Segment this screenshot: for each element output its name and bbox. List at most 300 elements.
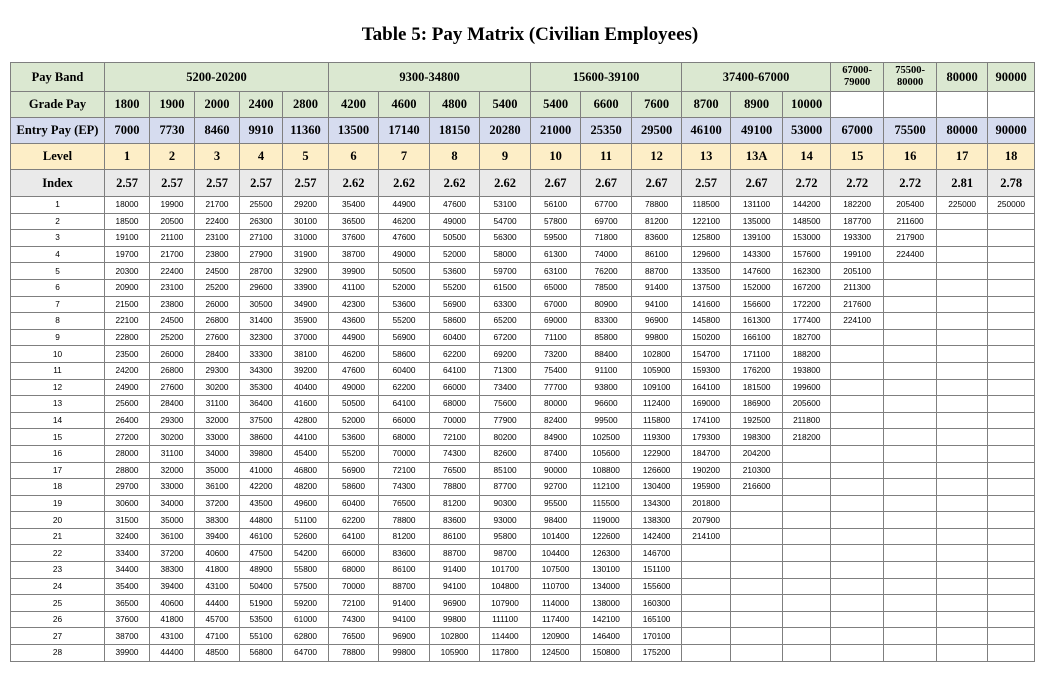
table-row bbox=[11, 296, 1035, 313]
pay-value-cell: 107500 bbox=[531, 562, 581, 579]
pay-value-cell: 48500 bbox=[195, 645, 240, 662]
pay-value-cell: 22400 bbox=[195, 213, 240, 230]
pay-value-cell: 30100 bbox=[283, 213, 329, 230]
pay-value-cell: 75400 bbox=[531, 362, 581, 379]
pay-value-cell bbox=[988, 346, 1035, 363]
pay-value-cell bbox=[937, 528, 988, 545]
pay-value-cell: 50500 bbox=[430, 230, 480, 247]
entry-pay-cell: 20280 bbox=[480, 118, 531, 144]
pay-value-cell bbox=[988, 246, 1035, 263]
row-index-cell: 6 bbox=[11, 279, 105, 296]
pay-value-cell: 47500 bbox=[240, 545, 283, 562]
pay-value-cell: 26000 bbox=[150, 346, 195, 363]
pay-value-cell: 165100 bbox=[632, 611, 682, 628]
pay-value-cell: 81200 bbox=[379, 528, 430, 545]
pay-value-cell bbox=[988, 595, 1035, 612]
pay-value-cell: 78800 bbox=[632, 197, 682, 214]
pay-value-cell: 36100 bbox=[150, 528, 195, 545]
pay-value-cell: 34900 bbox=[283, 296, 329, 313]
pay-value-cell bbox=[884, 611, 937, 628]
pay-value-cell: 50500 bbox=[379, 263, 430, 280]
pay-value-cell: 27600 bbox=[195, 329, 240, 346]
pay-value-cell: 126600 bbox=[632, 462, 682, 479]
pay-value-cell: 78800 bbox=[379, 512, 430, 529]
pay-value-cell: 174100 bbox=[682, 412, 731, 429]
index-cell: 2.72 bbox=[831, 170, 884, 197]
pay-value-cell: 80200 bbox=[480, 429, 531, 446]
pay-value-cell: 18500 bbox=[105, 213, 150, 230]
level-cell: 13A bbox=[731, 144, 783, 170]
level-cell: 10 bbox=[531, 144, 581, 170]
pay-value-cell bbox=[884, 279, 937, 296]
pay-value-cell bbox=[884, 562, 937, 579]
pay-value-cell: 211600 bbox=[884, 213, 937, 230]
pay-value-cell bbox=[884, 396, 937, 413]
pay-value-cell bbox=[937, 313, 988, 330]
pay-value-cell: 21700 bbox=[150, 246, 195, 263]
pay-value-cell bbox=[783, 611, 831, 628]
pay-value-cell: 32000 bbox=[150, 462, 195, 479]
pay-value-cell: 105900 bbox=[632, 362, 682, 379]
index-cell: 2.62 bbox=[480, 170, 531, 197]
pay-value-cell: 186900 bbox=[731, 396, 783, 413]
row-index-cell: 20 bbox=[11, 512, 105, 529]
pay-value-cell: 39400 bbox=[195, 528, 240, 545]
level-cell: 17 bbox=[937, 144, 988, 170]
pay-value-cell: 250000 bbox=[988, 197, 1035, 214]
pay-value-cell: 150200 bbox=[682, 329, 731, 346]
pay-value-cell: 64700 bbox=[283, 645, 329, 662]
pay-value-cell: 22100 bbox=[105, 313, 150, 330]
pay-value-cell: 25200 bbox=[150, 329, 195, 346]
index-label: Index bbox=[11, 170, 105, 197]
grade-pay-cell bbox=[988, 92, 1035, 118]
pay-value-cell: 147600 bbox=[731, 263, 783, 280]
pay-value-cell: 96900 bbox=[430, 595, 480, 612]
pay-value-cell: 134300 bbox=[632, 495, 682, 512]
pay-value-cell bbox=[731, 628, 783, 645]
pay-value-cell: 37600 bbox=[105, 611, 150, 628]
pay-value-cell: 188200 bbox=[783, 346, 831, 363]
pay-value-cell: 47600 bbox=[329, 362, 379, 379]
pay-value-cell bbox=[988, 429, 1035, 446]
pay-value-cell bbox=[884, 479, 937, 496]
pay-value-cell: 167200 bbox=[783, 279, 831, 296]
table-row bbox=[11, 279, 1035, 296]
pay-value-cell: 102800 bbox=[632, 346, 682, 363]
row-index-cell: 15 bbox=[11, 429, 105, 446]
pay-value-cell bbox=[884, 528, 937, 545]
pay-value-cell: 120900 bbox=[531, 628, 581, 645]
row-index-cell: 28 bbox=[11, 645, 105, 662]
pay-value-cell: 25600 bbox=[105, 396, 150, 413]
pay-value-cell bbox=[937, 562, 988, 579]
pay-value-cell: 96600 bbox=[581, 396, 632, 413]
level-cell: 11 bbox=[581, 144, 632, 170]
pay-value-cell bbox=[884, 645, 937, 662]
pay-value-cell: 53600 bbox=[430, 263, 480, 280]
pay-value-cell: 125800 bbox=[682, 230, 731, 247]
pay-value-cell: 55200 bbox=[379, 313, 430, 330]
pay-value-cell: 41800 bbox=[150, 611, 195, 628]
pay-value-cell bbox=[884, 379, 937, 396]
pay-value-cell: 49600 bbox=[283, 495, 329, 512]
grade-pay-cell: 10000 bbox=[783, 92, 831, 118]
pay-value-cell: 204200 bbox=[731, 445, 783, 462]
pay-value-cell: 44400 bbox=[195, 595, 240, 612]
entry-pay-cell: 75500 bbox=[884, 118, 937, 144]
pay-value-cell: 83600 bbox=[632, 230, 682, 247]
index-cell: 2.67 bbox=[731, 170, 783, 197]
pay-value-cell bbox=[783, 528, 831, 545]
pay-value-cell: 71800 bbox=[581, 230, 632, 247]
pay-value-cell: 36500 bbox=[105, 595, 150, 612]
pay-value-cell: 28800 bbox=[105, 462, 150, 479]
pay-value-cell: 66000 bbox=[430, 379, 480, 396]
pay-value-cell: 29300 bbox=[150, 412, 195, 429]
row-index-cell: 3 bbox=[11, 230, 105, 247]
pay-value-cell: 195900 bbox=[682, 479, 731, 496]
pay-value-cell: 23100 bbox=[195, 230, 240, 247]
pay-value-cell: 64100 bbox=[430, 362, 480, 379]
pay-value-cell: 112100 bbox=[581, 479, 632, 496]
pay-value-cell: 201800 bbox=[682, 495, 731, 512]
pay-value-cell: 75600 bbox=[480, 396, 531, 413]
pay-value-cell bbox=[884, 296, 937, 313]
pay-value-cell: 43100 bbox=[195, 578, 240, 595]
entry-pay-cell: 25350 bbox=[581, 118, 632, 144]
table-row bbox=[11, 362, 1035, 379]
row-index-cell: 13 bbox=[11, 396, 105, 413]
pay-value-cell bbox=[884, 495, 937, 512]
pay-value-cell: 33000 bbox=[150, 479, 195, 496]
index-cell: 2.72 bbox=[783, 170, 831, 197]
pay-value-cell: 44900 bbox=[329, 329, 379, 346]
pay-value-cell: 67000 bbox=[531, 296, 581, 313]
pay-value-cell: 190200 bbox=[682, 462, 731, 479]
pay-value-cell: 74300 bbox=[329, 611, 379, 628]
entry-pay-cell: 46100 bbox=[682, 118, 731, 144]
pay-value-cell: 114000 bbox=[531, 595, 581, 612]
pay-value-cell: 170100 bbox=[632, 628, 682, 645]
pay-value-cell: 52000 bbox=[430, 246, 480, 263]
pay-value-cell bbox=[731, 578, 783, 595]
pay-value-cell: 23800 bbox=[150, 296, 195, 313]
level-cell: 14 bbox=[783, 144, 831, 170]
table-row bbox=[11, 545, 1035, 562]
pay-value-cell: 39800 bbox=[240, 445, 283, 462]
pay-value-cell: 82600 bbox=[480, 445, 531, 462]
pay-value-cell bbox=[988, 445, 1035, 462]
pay-value-cell: 69000 bbox=[531, 313, 581, 330]
pay-value-cell: 36100 bbox=[195, 479, 240, 496]
pay-value-cell: 29300 bbox=[195, 362, 240, 379]
pay-value-cell bbox=[988, 213, 1035, 230]
pay-value-cell: 66000 bbox=[329, 545, 379, 562]
pay-value-cell: 47600 bbox=[379, 230, 430, 247]
pay-value-cell bbox=[831, 645, 884, 662]
pay-value-cell: 91400 bbox=[632, 279, 682, 296]
row-index-cell: 14 bbox=[11, 412, 105, 429]
pay-value-cell: 193800 bbox=[783, 362, 831, 379]
table-row bbox=[11, 528, 1035, 545]
pay-value-cell bbox=[682, 595, 731, 612]
pay-value-cell: 83300 bbox=[581, 313, 632, 330]
table-row bbox=[11, 611, 1035, 628]
pay-value-cell bbox=[682, 611, 731, 628]
pay-value-cell: 72100 bbox=[430, 429, 480, 446]
pay-value-cell bbox=[884, 512, 937, 529]
pay-value-cell: 23500 bbox=[105, 346, 150, 363]
pay-value-cell: 65000 bbox=[531, 279, 581, 296]
pay-value-cell: 139100 bbox=[731, 230, 783, 247]
pay-value-cell bbox=[988, 396, 1035, 413]
pay-value-cell: 88700 bbox=[379, 578, 430, 595]
pay-value-cell: 83600 bbox=[379, 545, 430, 562]
entry-pay-cell: 67000 bbox=[831, 118, 884, 144]
pay-value-cell: 26000 bbox=[195, 296, 240, 313]
entry-pay-row bbox=[11, 118, 1035, 144]
pay-value-cell: 187700 bbox=[831, 213, 884, 230]
pay-value-cell bbox=[731, 611, 783, 628]
pay-value-cell: 27900 bbox=[240, 246, 283, 263]
pay-value-cell: 30600 bbox=[105, 495, 150, 512]
pay-band-cell: 80000 bbox=[937, 63, 988, 92]
pay-value-cell bbox=[831, 479, 884, 496]
grade-pay-cell bbox=[884, 92, 937, 118]
pay-value-cell: 24900 bbox=[105, 379, 150, 396]
pay-value-cell: 130400 bbox=[632, 479, 682, 496]
index-row bbox=[11, 170, 1035, 197]
row-index-cell: 8 bbox=[11, 313, 105, 330]
pay-value-cell bbox=[731, 512, 783, 529]
pay-value-cell: 154700 bbox=[682, 346, 731, 363]
pay-value-cell: 224400 bbox=[884, 246, 937, 263]
pay-value-cell: 77700 bbox=[531, 379, 581, 396]
pay-value-cell: 39200 bbox=[283, 362, 329, 379]
pay-value-cell: 33900 bbox=[283, 279, 329, 296]
level-cell: 13 bbox=[682, 144, 731, 170]
pay-value-cell: 34000 bbox=[195, 445, 240, 462]
level-cell: 4 bbox=[240, 144, 283, 170]
pay-value-cell: 99800 bbox=[430, 611, 480, 628]
pay-value-cell: 52000 bbox=[379, 279, 430, 296]
pay-value-cell: 36400 bbox=[240, 396, 283, 413]
pay-value-cell: 70000 bbox=[329, 578, 379, 595]
pay-value-cell bbox=[783, 495, 831, 512]
pay-value-cell: 81200 bbox=[430, 495, 480, 512]
pay-value-cell: 91100 bbox=[581, 362, 632, 379]
pay-value-cell: 31000 bbox=[283, 230, 329, 247]
pay-value-cell: 85800 bbox=[581, 329, 632, 346]
pay-value-cell: 101700 bbox=[480, 562, 531, 579]
pay-value-cell: 162300 bbox=[783, 263, 831, 280]
pay-value-cell: 57800 bbox=[531, 213, 581, 230]
pay-band-cell: 15600-39100 bbox=[531, 63, 682, 92]
pay-value-cell: 138300 bbox=[632, 512, 682, 529]
pay-value-cell bbox=[937, 611, 988, 628]
pay-value-cell: 146400 bbox=[581, 628, 632, 645]
entry-pay-cell: 9910 bbox=[240, 118, 283, 144]
table-row bbox=[11, 628, 1035, 645]
table-row bbox=[11, 346, 1035, 363]
index-cell: 2.67 bbox=[581, 170, 632, 197]
row-index-cell: 16 bbox=[11, 445, 105, 462]
pay-value-cell: 56900 bbox=[430, 296, 480, 313]
index-cell: 2.62 bbox=[329, 170, 379, 197]
level-cell: 1 bbox=[105, 144, 150, 170]
pay-band-cell: 90000 bbox=[988, 63, 1035, 92]
pay-value-cell: 46200 bbox=[329, 346, 379, 363]
grade-pay-label: Grade Pay bbox=[11, 92, 105, 118]
pay-value-cell bbox=[988, 263, 1035, 280]
table-row bbox=[11, 329, 1035, 346]
pay-value-cell bbox=[682, 628, 731, 645]
pay-value-cell: 182200 bbox=[831, 197, 884, 214]
pay-value-cell bbox=[831, 462, 884, 479]
pay-value-cell bbox=[988, 296, 1035, 313]
pay-value-cell bbox=[937, 362, 988, 379]
level-cell: 12 bbox=[632, 144, 682, 170]
pay-value-cell bbox=[884, 545, 937, 562]
pay-value-cell: 105900 bbox=[430, 645, 480, 662]
pay-value-cell: 184700 bbox=[682, 445, 731, 462]
pay-value-cell: 74000 bbox=[581, 246, 632, 263]
pay-value-cell: 141600 bbox=[682, 296, 731, 313]
table-header bbox=[11, 63, 1035, 197]
row-index-cell: 27 bbox=[11, 628, 105, 645]
level-row bbox=[11, 144, 1035, 170]
pay-value-cell: 115800 bbox=[632, 412, 682, 429]
pay-value-cell: 35900 bbox=[283, 313, 329, 330]
pay-value-cell bbox=[988, 628, 1035, 645]
pay-value-cell: 211800 bbox=[783, 412, 831, 429]
pay-value-cell: 34400 bbox=[105, 562, 150, 579]
pay-value-cell: 96900 bbox=[379, 628, 430, 645]
pay-band-cell: 67000-79000 bbox=[831, 63, 884, 92]
pay-value-cell: 86100 bbox=[379, 562, 430, 579]
pay-value-cell: 72100 bbox=[379, 462, 430, 479]
pay-value-cell bbox=[884, 445, 937, 462]
pay-value-cell bbox=[682, 645, 731, 662]
pay-value-cell: 64100 bbox=[329, 528, 379, 545]
table-body bbox=[11, 197, 1035, 662]
pay-value-cell bbox=[831, 396, 884, 413]
pay-value-cell bbox=[988, 479, 1035, 496]
pay-value-cell: 31100 bbox=[150, 445, 195, 462]
pay-value-cell bbox=[783, 545, 831, 562]
pay-value-cell: 33300 bbox=[240, 346, 283, 363]
pay-value-cell: 31500 bbox=[105, 512, 150, 529]
pay-value-cell: 27100 bbox=[240, 230, 283, 247]
pay-value-cell: 80000 bbox=[531, 396, 581, 413]
pay-value-cell: 126300 bbox=[581, 545, 632, 562]
pay-value-cell: 99500 bbox=[581, 412, 632, 429]
pay-value-cell: 44100 bbox=[283, 429, 329, 446]
pay-value-cell: 61000 bbox=[283, 611, 329, 628]
pay-value-cell bbox=[988, 313, 1035, 330]
pay-value-cell: 74300 bbox=[430, 445, 480, 462]
pay-value-cell bbox=[831, 562, 884, 579]
pay-value-cell: 105600 bbox=[581, 445, 632, 462]
pay-value-cell: 58600 bbox=[329, 479, 379, 496]
pay-value-cell: 108800 bbox=[581, 462, 632, 479]
pay-value-cell: 39900 bbox=[105, 645, 150, 662]
pay-value-cell: 72100 bbox=[329, 595, 379, 612]
pay-value-cell: 28700 bbox=[240, 263, 283, 280]
level-cell: 9 bbox=[480, 144, 531, 170]
pay-value-cell: 99800 bbox=[632, 329, 682, 346]
entry-pay-cell: 13500 bbox=[329, 118, 379, 144]
pay-value-cell: 179300 bbox=[682, 429, 731, 446]
pay-value-cell bbox=[988, 512, 1035, 529]
pay-value-cell: 135000 bbox=[731, 213, 783, 230]
pay-value-cell bbox=[988, 329, 1035, 346]
pay-value-cell: 78500 bbox=[581, 279, 632, 296]
pay-value-cell: 76500 bbox=[379, 495, 430, 512]
table-row bbox=[11, 562, 1035, 579]
pay-value-cell: 61500 bbox=[480, 279, 531, 296]
pay-value-cell: 18000 bbox=[105, 197, 150, 214]
pay-value-cell: 42300 bbox=[329, 296, 379, 313]
row-index-cell: 26 bbox=[11, 611, 105, 628]
pay-value-cell: 21700 bbox=[195, 197, 240, 214]
row-index-cell: 1 bbox=[11, 197, 105, 214]
pay-value-cell: 35300 bbox=[240, 379, 283, 396]
table-row bbox=[11, 645, 1035, 662]
pay-value-cell: 81200 bbox=[632, 213, 682, 230]
pay-value-cell: 28000 bbox=[105, 445, 150, 462]
index-cell: 2.62 bbox=[379, 170, 430, 197]
level-cell: 15 bbox=[831, 144, 884, 170]
pay-value-cell: 43600 bbox=[329, 313, 379, 330]
pay-value-cell: 112400 bbox=[632, 396, 682, 413]
pay-value-cell: 58600 bbox=[430, 313, 480, 330]
pay-value-cell: 63300 bbox=[480, 296, 531, 313]
pay-value-cell bbox=[937, 396, 988, 413]
pay-value-cell: 43500 bbox=[240, 495, 283, 512]
pay-value-cell: 217900 bbox=[884, 230, 937, 247]
pay-value-cell: 155600 bbox=[632, 578, 682, 595]
table-row bbox=[11, 412, 1035, 429]
pay-value-cell: 31100 bbox=[195, 396, 240, 413]
pay-value-cell: 44400 bbox=[150, 645, 195, 662]
pay-value-cell: 26800 bbox=[195, 313, 240, 330]
pay-value-cell bbox=[937, 412, 988, 429]
pay-value-cell: 94100 bbox=[430, 578, 480, 595]
pay-value-cell bbox=[884, 462, 937, 479]
pay-value-cell bbox=[783, 628, 831, 645]
pay-value-cell: 45700 bbox=[195, 611, 240, 628]
grade-pay-cell: 4600 bbox=[379, 92, 430, 118]
table-title: Table 5: Pay Matrix (Civilian Employees) bbox=[361, 24, 699, 45]
pay-value-cell bbox=[783, 445, 831, 462]
pay-value-cell: 40400 bbox=[283, 379, 329, 396]
level-cell: 7 bbox=[379, 144, 430, 170]
pay-value-cell bbox=[937, 263, 988, 280]
pay-value-cell: 50400 bbox=[240, 578, 283, 595]
pay-value-cell: 48200 bbox=[283, 479, 329, 496]
pay-value-cell bbox=[783, 645, 831, 662]
pay-value-cell: 20500 bbox=[150, 213, 195, 230]
pay-value-cell bbox=[884, 263, 937, 280]
level-cell: 6 bbox=[329, 144, 379, 170]
pay-value-cell: 58600 bbox=[379, 346, 430, 363]
pay-value-cell: 60400 bbox=[329, 495, 379, 512]
pay-value-cell bbox=[884, 578, 937, 595]
pay-value-cell: 55200 bbox=[430, 279, 480, 296]
index-cell: 2.72 bbox=[884, 170, 937, 197]
